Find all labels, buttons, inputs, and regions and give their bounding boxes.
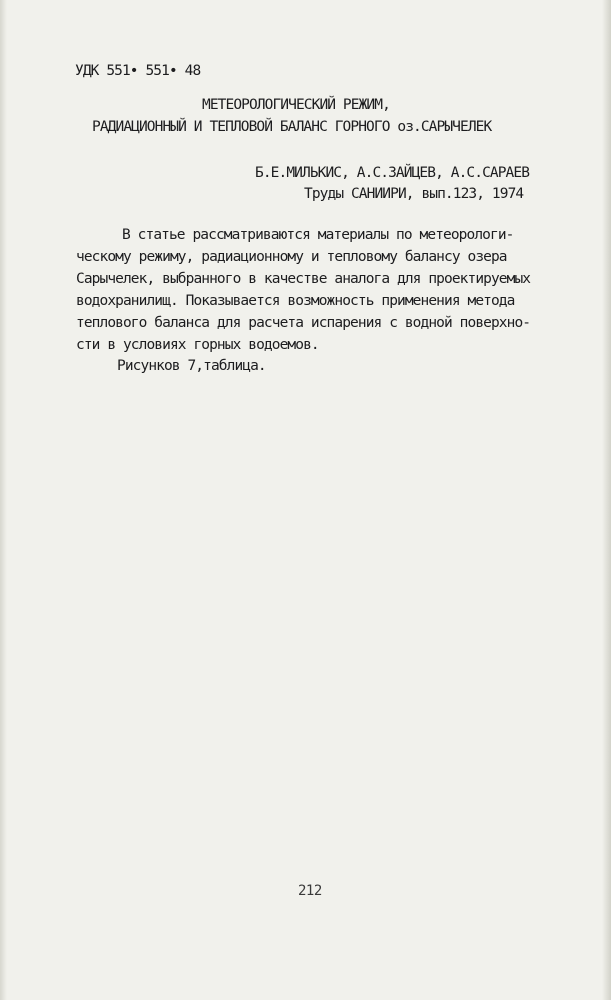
title-line-2: РАДИАЦИОННЫЙ И ТЕПЛОВОЙ БАЛАНС ГОРНОГО оз.САРЫЧЕЛЕК [92, 119, 492, 135]
authors: Б.Е.МИЛЬКИС, А.С.ЗАЙЦЕВ, А.С.САРАЕВ [255, 165, 530, 181]
abstract-line: Сарычелек, выбранного в качестве аналога для проектируемых [76, 271, 531, 287]
title-line-1: МЕТЕОРОЛОГИЧЕСКИЙ РЕЖИМ, [202, 97, 390, 113]
page-number: 212 [298, 883, 322, 899]
abstract-line: В статье рассматриваются материалы по метеорологи- [122, 227, 514, 243]
abstract-line: теплового баланса для расчета испарения с водной поверхно- [76, 315, 531, 331]
figures-note: Рисунков 7,таблица. [117, 358, 266, 374]
abstract-line: сти в условиях горных водоемов. [76, 337, 319, 353]
abstract-line: ческому режиму, радиационному и тепловому балансу озера [76, 249, 507, 265]
udc-code: УДК 551• 551• 48 [75, 63, 201, 79]
paper-edge-left [0, 0, 7, 1000]
abstract-line: водохранилищ. Показывается возможность применения метода [76, 293, 515, 309]
source-citation: Труды САНИИРИ, вып.123, 1974 [304, 186, 524, 202]
paper-edge-right [602, 0, 611, 1000]
